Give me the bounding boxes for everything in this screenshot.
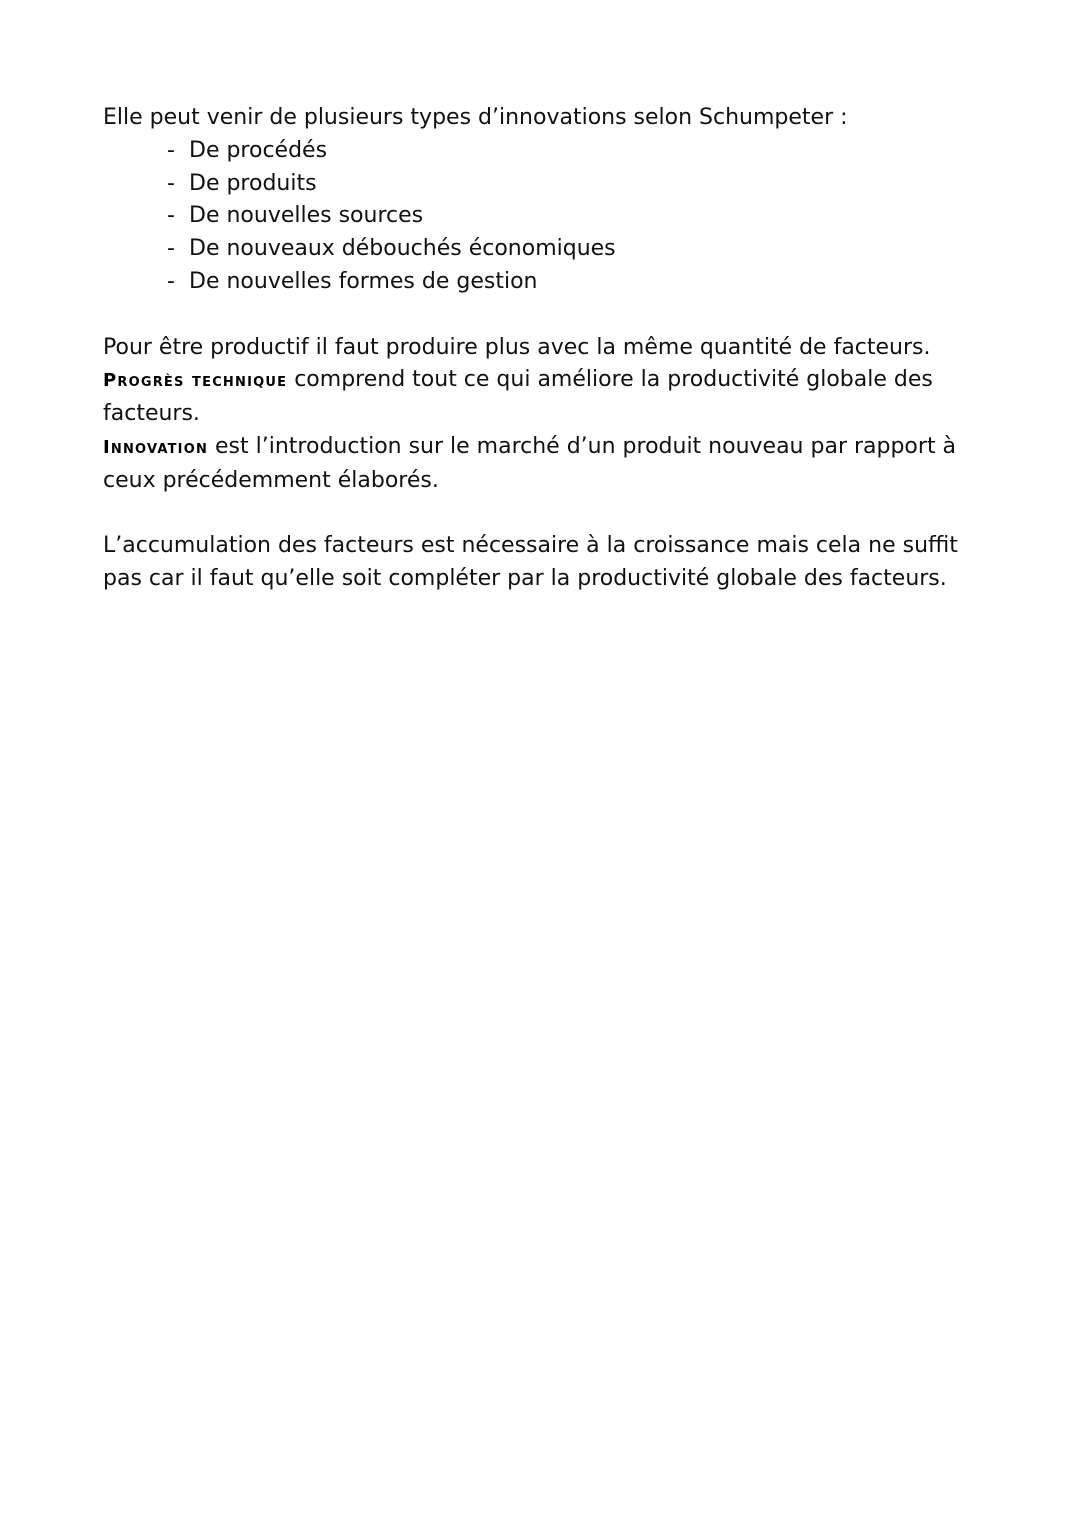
definition-text: comprend tout ce qui améliore la productivité globale des facteurs. [103, 367, 933, 427]
productivity-paragraph: Pour être productif il faut produire plus avec la même quantité de facteurs. [103, 334, 931, 360]
list-item [167, 266, 983, 299]
list-item [167, 233, 983, 266]
innovation-types-list [103, 135, 983, 299]
definition-innovation [103, 431, 983, 498]
list-item-label: De nouveaux débouchés économiques [189, 236, 616, 262]
list-item-label: De procédés [189, 137, 328, 163]
definition-term: Progrès technique [103, 370, 288, 392]
definition-progres-technique [103, 364, 983, 431]
list-item-label: De produits [189, 170, 317, 196]
definition-term: Innovation [103, 436, 209, 458]
document-body [103, 102, 983, 596]
intro-paragraph: Elle peut venir de plusieurs types d’innovations selon Schumpeter : [103, 105, 848, 130]
bullet-dash: - [167, 170, 175, 196]
conclusion-paragraph: L’accumulation des facteurs est nécessaire à la croissance mais cela ne suffit pas car il faut qu’elle soit compléter par la productivité globale des facteurs. [103, 533, 958, 592]
paragraph-spacer [103, 498, 983, 531]
bullet-dash: - [167, 203, 175, 229]
list-item [167, 200, 983, 233]
list-item-label: De nouvelles formes de gestion [189, 268, 538, 294]
paragraph-spacer [103, 299, 983, 332]
list-item-label: De nouvelles sources [189, 203, 424, 229]
list-item [167, 135, 983, 168]
definition-text: est l’introduction sur le marché d’un produit nouveau par rapport à ceux précédemment élaborés. [103, 433, 957, 493]
bullet-dash: - [167, 268, 175, 294]
bullet-dash: - [167, 236, 175, 262]
bullet-dash: - [167, 137, 175, 163]
list-item [167, 168, 983, 201]
